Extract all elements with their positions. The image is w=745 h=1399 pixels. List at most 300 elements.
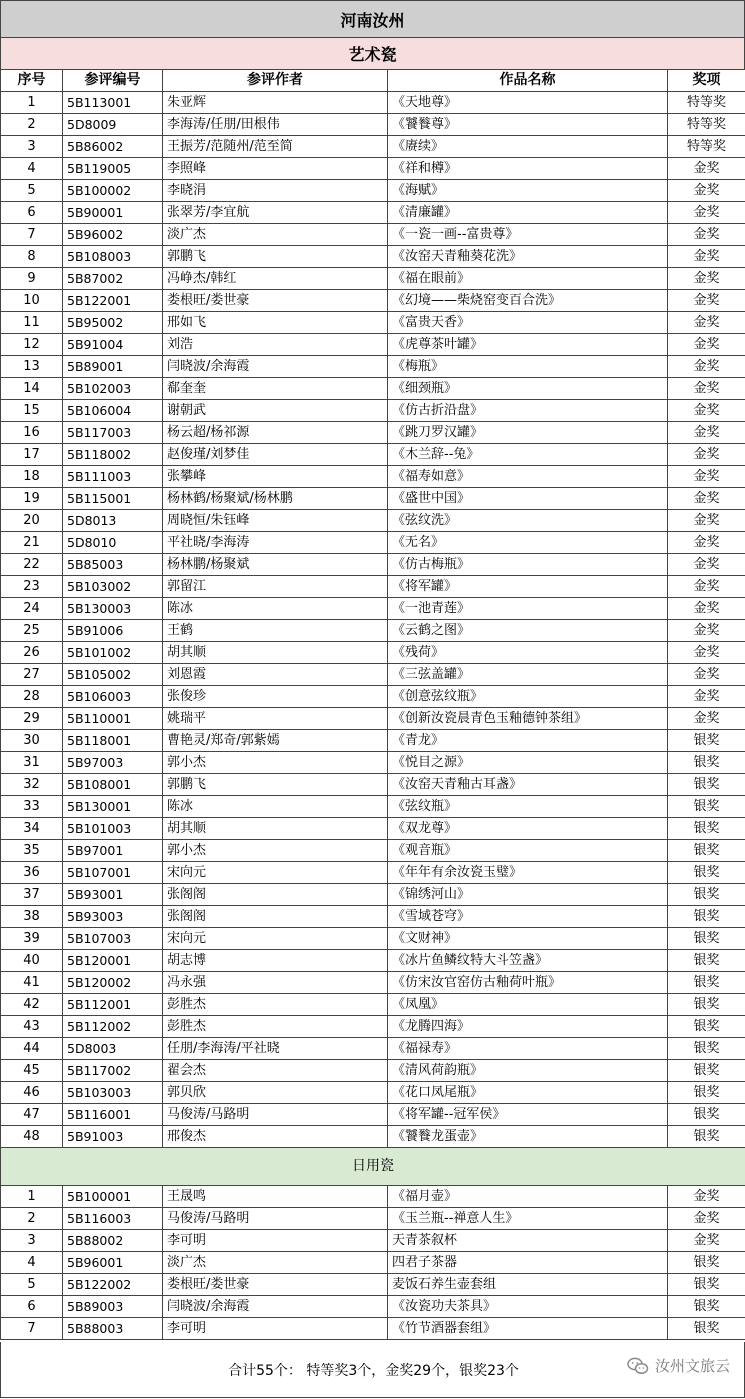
cell-index: 42 bbox=[1, 994, 63, 1016]
cell-work: 《福寿如意》 bbox=[388, 466, 668, 488]
cell-index: 11 bbox=[1, 312, 63, 334]
cell-award: 金奖 bbox=[668, 334, 745, 356]
table-row bbox=[1, 180, 745, 202]
cell-code: 5B91006 bbox=[63, 620, 163, 642]
wechat-icon bbox=[627, 1357, 649, 1375]
table-row bbox=[1, 268, 745, 290]
cell-index: 10 bbox=[1, 290, 63, 312]
cell-award: 银奖 bbox=[668, 1082, 745, 1104]
table-row bbox=[1, 950, 745, 972]
cell-work: 《文财神》 bbox=[388, 928, 668, 950]
cell-index: 32 bbox=[1, 774, 63, 796]
cell-index: 17 bbox=[1, 444, 63, 466]
header-index: 序号 bbox=[1, 70, 63, 92]
table-row bbox=[1, 598, 745, 620]
cell-award: 金奖 bbox=[668, 356, 745, 378]
cell-award: 银奖 bbox=[668, 730, 745, 752]
table-row bbox=[1, 378, 745, 400]
cell-award: 金奖 bbox=[668, 510, 745, 532]
cell-author: 李晓涓 bbox=[163, 180, 388, 202]
cell-work: 《清廉罐》 bbox=[388, 202, 668, 224]
cell-award: 银奖 bbox=[668, 972, 745, 994]
cell-index: 9 bbox=[1, 268, 63, 290]
cell-code: 5B97001 bbox=[63, 840, 163, 862]
cell-code: 5B91003 bbox=[63, 1126, 163, 1148]
cell-work: 《仿古折沿盘》 bbox=[388, 400, 668, 422]
table-row bbox=[1, 752, 745, 774]
table-row bbox=[1, 356, 745, 378]
cell-author: 李可明 bbox=[163, 1318, 388, 1340]
art-rows bbox=[1, 92, 745, 1148]
cell-index: 3 bbox=[1, 1230, 63, 1252]
table-row bbox=[1, 1016, 745, 1038]
cell-award: 银奖 bbox=[668, 1252, 745, 1274]
cell-index: 39 bbox=[1, 928, 63, 950]
cell-index: 1 bbox=[1, 92, 63, 114]
cell-code: 5B105002 bbox=[63, 664, 163, 686]
table-row bbox=[1, 92, 745, 114]
table-row bbox=[1, 1060, 745, 1082]
cell-author: 胡志博 bbox=[163, 950, 388, 972]
cell-award: 银奖 bbox=[668, 1016, 745, 1038]
table-row bbox=[1, 862, 745, 884]
cell-index: 14 bbox=[1, 378, 63, 400]
cell-author: 淡广杰 bbox=[163, 224, 388, 246]
cell-author: 刘浩 bbox=[163, 334, 388, 356]
cell-award: 金奖 bbox=[668, 1230, 745, 1252]
cell-author: 王鹤 bbox=[163, 620, 388, 642]
table-row bbox=[1, 1230, 745, 1252]
cell-index: 43 bbox=[1, 1016, 63, 1038]
cell-code: 5D8003 bbox=[63, 1038, 163, 1060]
header-work: 作品名称 bbox=[388, 70, 668, 92]
cell-work: 《一瓷一画--富贵尊》 bbox=[388, 224, 668, 246]
cell-index: 22 bbox=[1, 554, 63, 576]
cell-index: 35 bbox=[1, 840, 63, 862]
cell-author: 郭小杰 bbox=[163, 840, 388, 862]
cell-award: 金奖 bbox=[668, 312, 745, 334]
cell-author: 郭留江 bbox=[163, 576, 388, 598]
cell-author: 邢如飞 bbox=[163, 312, 388, 334]
cell-author: 杨林鹏/杨聚斌 bbox=[163, 554, 388, 576]
table-row bbox=[1, 444, 745, 466]
cell-code: 5B117003 bbox=[63, 422, 163, 444]
cell-award: 银奖 bbox=[668, 752, 745, 774]
cell-award: 金奖 bbox=[668, 422, 745, 444]
category-title-art: 艺术瓷 bbox=[0, 37, 745, 69]
cell-author: 郭鹏飞 bbox=[163, 774, 388, 796]
cell-work: 《无名》 bbox=[388, 532, 668, 554]
cell-code: 5B116003 bbox=[63, 1208, 163, 1230]
cell-code: 5B87002 bbox=[63, 268, 163, 290]
cell-code: 5B93003 bbox=[63, 906, 163, 928]
cell-author: 王晟鸣 bbox=[163, 1186, 388, 1208]
cell-index: 34 bbox=[1, 818, 63, 840]
cell-work: 《清风荷韵瓶》 bbox=[388, 1060, 668, 1082]
footer bbox=[0, 1342, 745, 1398]
table-row bbox=[1, 576, 745, 598]
cell-author: 娄根旺/娄世豪 bbox=[163, 290, 388, 312]
cell-work: 《饕餮尊》 bbox=[388, 114, 668, 136]
cell-index: 4 bbox=[1, 158, 63, 180]
table-row bbox=[1, 818, 745, 840]
cell-code: 5B101003 bbox=[63, 818, 163, 840]
cell-award: 金奖 bbox=[668, 642, 745, 664]
table-row bbox=[1, 1038, 745, 1060]
cell-index: 47 bbox=[1, 1104, 63, 1126]
cell-code: 5B101002 bbox=[63, 642, 163, 664]
table-row bbox=[1, 224, 745, 246]
cell-author: 张阁阁 bbox=[163, 906, 388, 928]
cell-index: 2 bbox=[1, 114, 63, 136]
cell-work: 《幻境——柴烧窑变百合洗》 bbox=[388, 290, 668, 312]
cell-author: 彭胜杰 bbox=[163, 994, 388, 1016]
cell-code: 5B93001 bbox=[63, 884, 163, 906]
table-row bbox=[1, 1274, 745, 1296]
header-row bbox=[1, 70, 745, 92]
table-row bbox=[1, 972, 745, 994]
cell-code: 5B88003 bbox=[63, 1318, 163, 1340]
cell-index: 6 bbox=[1, 202, 63, 224]
cell-index: 19 bbox=[1, 488, 63, 510]
region-title: 河南汝州 bbox=[0, 0, 745, 37]
cell-work: 《雪域苍穹》 bbox=[388, 906, 668, 928]
cell-code: 5B96002 bbox=[63, 224, 163, 246]
table-row bbox=[1, 994, 745, 1016]
cell-index: 27 bbox=[1, 664, 63, 686]
cell-author: 朱亚辉 bbox=[163, 92, 388, 114]
cell-award: 金奖 bbox=[668, 1208, 745, 1230]
cell-author: 郗奎奎 bbox=[163, 378, 388, 400]
cell-award: 金奖 bbox=[668, 554, 745, 576]
cell-code: 5B96001 bbox=[63, 1252, 163, 1274]
table-row bbox=[1, 642, 745, 664]
cell-author: 王振芳/范随州/范至简 bbox=[163, 136, 388, 158]
cell-code: 5B120001 bbox=[63, 950, 163, 972]
cell-author: 郭贝欣 bbox=[163, 1082, 388, 1104]
cell-index: 5 bbox=[1, 1274, 63, 1296]
header-author: 参评作者 bbox=[163, 70, 388, 92]
cell-work: 《细颈瓶》 bbox=[388, 378, 668, 400]
cell-index: 45 bbox=[1, 1060, 63, 1082]
table-row bbox=[1, 510, 745, 532]
cell-work: 《将军罐--冠军侯》 bbox=[388, 1104, 668, 1126]
cell-work: 《三弦盖罐》 bbox=[388, 664, 668, 686]
cell-award: 银奖 bbox=[668, 994, 745, 1016]
cell-award: 金奖 bbox=[668, 224, 745, 246]
table-row bbox=[1, 1186, 745, 1208]
cell-award: 金奖 bbox=[668, 620, 745, 642]
cell-award: 金奖 bbox=[668, 268, 745, 290]
table-row bbox=[1, 334, 745, 356]
cell-award: 银奖 bbox=[668, 1318, 745, 1340]
table-row bbox=[1, 532, 745, 554]
cell-index: 1 bbox=[1, 1186, 63, 1208]
cell-index: 16 bbox=[1, 422, 63, 444]
table-row bbox=[1, 158, 745, 180]
cell-work: 《青龙》 bbox=[388, 730, 668, 752]
cell-code: 5B100002 bbox=[63, 180, 163, 202]
cell-award: 银奖 bbox=[668, 840, 745, 862]
cell-index: 18 bbox=[1, 466, 63, 488]
cell-index: 26 bbox=[1, 642, 63, 664]
cell-code: 5B116001 bbox=[63, 1104, 163, 1126]
table-row bbox=[1, 290, 745, 312]
cell-author: 马俊涛/马路明 bbox=[163, 1208, 388, 1230]
cell-work: 《赓续》 bbox=[388, 136, 668, 158]
cell-award: 金奖 bbox=[668, 202, 745, 224]
cell-work: 《锦绣河山》 bbox=[388, 884, 668, 906]
table-row bbox=[1, 114, 745, 136]
table-row bbox=[1, 488, 745, 510]
cell-author: 冯峥杰/韩红 bbox=[163, 268, 388, 290]
table-row bbox=[1, 686, 745, 708]
cell-code: 5B88002 bbox=[63, 1230, 163, 1252]
cell-work: 《将军罐》 bbox=[388, 576, 668, 598]
cell-author: 陈冰 bbox=[163, 796, 388, 818]
cell-code: 5B130001 bbox=[63, 796, 163, 818]
cell-award: 银奖 bbox=[668, 1296, 745, 1318]
cell-work: 《双龙尊》 bbox=[388, 818, 668, 840]
cell-author: 娄根旺/娄世豪 bbox=[163, 1274, 388, 1296]
table-row bbox=[1, 1318, 745, 1340]
cell-award: 金奖 bbox=[668, 664, 745, 686]
cell-code: 5B103002 bbox=[63, 576, 163, 598]
cell-index: 15 bbox=[1, 400, 63, 422]
cell-code: 5B115001 bbox=[63, 488, 163, 510]
cell-award: 金奖 bbox=[668, 598, 745, 620]
cell-award: 银奖 bbox=[668, 862, 745, 884]
table-row bbox=[1, 928, 745, 950]
cell-index: 41 bbox=[1, 972, 63, 994]
cell-index: 6 bbox=[1, 1296, 63, 1318]
cell-code: 5B118002 bbox=[63, 444, 163, 466]
cell-work: 《仿宋汝官窑仿古釉荷叶瓶》 bbox=[388, 972, 668, 994]
total-summary: 合计55个： 特等奖3个，金奖29个，银奖23个 bbox=[228, 1363, 519, 1379]
table-row bbox=[1, 136, 745, 158]
cell-award: 特等奖 bbox=[668, 136, 745, 158]
header-code: 参评编号 bbox=[63, 70, 163, 92]
cell-work: 《福月壶》 bbox=[388, 1186, 668, 1208]
cell-work: 《福禄寿》 bbox=[388, 1038, 668, 1060]
cell-award: 金奖 bbox=[668, 378, 745, 400]
cell-code: 5B106004 bbox=[63, 400, 163, 422]
cell-award: 金奖 bbox=[668, 246, 745, 268]
table-row bbox=[1, 466, 745, 488]
table-row bbox=[1, 422, 745, 444]
cell-award: 金奖 bbox=[668, 708, 745, 730]
cell-author: 曹艳灵/郑奇/郭紫嫣 bbox=[163, 730, 388, 752]
cell-work: 《云鹤之图》 bbox=[388, 620, 668, 642]
cell-code: 5B112001 bbox=[63, 994, 163, 1016]
table-row bbox=[1, 400, 745, 422]
cell-index: 21 bbox=[1, 532, 63, 554]
cell-author: 邢俊杰 bbox=[163, 1126, 388, 1148]
cell-award: 银奖 bbox=[668, 774, 745, 796]
cell-award: 金奖 bbox=[668, 532, 745, 554]
cell-author: 李照峰 bbox=[163, 158, 388, 180]
cell-work: 天青茶叙杯 bbox=[388, 1230, 668, 1252]
cell-author: 闫晓波/余海霞 bbox=[163, 1296, 388, 1318]
cell-author: 刘恩霞 bbox=[163, 664, 388, 686]
cell-award: 金奖 bbox=[668, 400, 745, 422]
cell-code: 5B112002 bbox=[63, 1016, 163, 1038]
cell-award: 金奖 bbox=[668, 466, 745, 488]
cell-work: 《弦纹洗》 bbox=[388, 510, 668, 532]
cell-work: 《跳刀罗汉罐》 bbox=[388, 422, 668, 444]
cell-award: 银奖 bbox=[668, 928, 745, 950]
cell-work: 《天地尊》 bbox=[388, 92, 668, 114]
table-row bbox=[1, 1208, 745, 1230]
cell-award: 特等奖 bbox=[668, 92, 745, 114]
cell-author: 冯永强 bbox=[163, 972, 388, 994]
cell-award: 银奖 bbox=[668, 1274, 745, 1296]
cell-work: 《玉兰瓶--禅意人生》 bbox=[388, 1208, 668, 1230]
category-row-daily bbox=[1, 1148, 745, 1186]
category-title-daily: 日用瓷 bbox=[1, 1148, 745, 1186]
cell-index: 40 bbox=[1, 950, 63, 972]
table-row bbox=[1, 620, 745, 642]
cell-work: 《创新汝瓷晨青色玉釉德钟茶组》 bbox=[388, 708, 668, 730]
cell-code: 5B100001 bbox=[63, 1186, 163, 1208]
cell-index: 5 bbox=[1, 180, 63, 202]
cell-author: 郭鹏飞 bbox=[163, 246, 388, 268]
cell-author: 宋向元 bbox=[163, 862, 388, 884]
cell-index: 8 bbox=[1, 246, 63, 268]
table-row bbox=[1, 202, 745, 224]
cell-code: 5B90001 bbox=[63, 202, 163, 224]
cell-award: 银奖 bbox=[668, 796, 745, 818]
cell-author: 平社晓/李海涛 bbox=[163, 532, 388, 554]
cell-award: 银奖 bbox=[668, 950, 745, 972]
cell-award: 特等奖 bbox=[668, 114, 745, 136]
cell-author: 郭小杰 bbox=[163, 752, 388, 774]
award-table bbox=[0, 69, 745, 1340]
cell-index: 30 bbox=[1, 730, 63, 752]
cell-author: 周晓恒/朱钰峰 bbox=[163, 510, 388, 532]
cell-award: 金奖 bbox=[668, 158, 745, 180]
cell-work: 《弦纹瓶》 bbox=[388, 796, 668, 818]
cell-work: 《富贵天香》 bbox=[388, 312, 668, 334]
cell-index: 20 bbox=[1, 510, 63, 532]
table-row bbox=[1, 664, 745, 686]
cell-author: 翟会杰 bbox=[163, 1060, 388, 1082]
cell-index: 29 bbox=[1, 708, 63, 730]
daily-section bbox=[1, 1148, 745, 1186]
cell-award: 银奖 bbox=[668, 1060, 745, 1082]
cell-index: 4 bbox=[1, 1252, 63, 1274]
cell-code: 5D8010 bbox=[63, 532, 163, 554]
cell-award: 金奖 bbox=[668, 290, 745, 312]
cell-work: 《梅瓶》 bbox=[388, 356, 668, 378]
table-row bbox=[1, 1252, 745, 1274]
cell-code: 5B89001 bbox=[63, 356, 163, 378]
cell-work: 《木兰辞--兔》 bbox=[388, 444, 668, 466]
cell-index: 25 bbox=[1, 620, 63, 642]
table-row bbox=[1, 730, 745, 752]
cell-code: 5B113001 bbox=[63, 92, 163, 114]
cell-award: 银奖 bbox=[668, 906, 745, 928]
cell-author: 张俊珍 bbox=[163, 686, 388, 708]
table-row bbox=[1, 246, 745, 268]
cell-code: 5B108001 bbox=[63, 774, 163, 796]
cell-code: 5B95002 bbox=[63, 312, 163, 334]
cell-work: 四君子茶器 bbox=[388, 1252, 668, 1274]
cell-author: 李海涛/任朋/田根伟 bbox=[163, 114, 388, 136]
cell-author: 闫晓波/余海霞 bbox=[163, 356, 388, 378]
cell-code: 5B102003 bbox=[63, 378, 163, 400]
cell-award: 银奖 bbox=[668, 1104, 745, 1126]
cell-work: 《凤凰》 bbox=[388, 994, 668, 1016]
cell-index: 48 bbox=[1, 1126, 63, 1148]
cell-author: 杨云超/杨祁源 bbox=[163, 422, 388, 444]
table-row bbox=[1, 312, 745, 334]
cell-work: 《一池青莲》 bbox=[388, 598, 668, 620]
table-row bbox=[1, 906, 745, 928]
cell-award: 金奖 bbox=[668, 1186, 745, 1208]
cell-work: 《观音瓶》 bbox=[388, 840, 668, 862]
table-row bbox=[1, 840, 745, 862]
cell-author: 胡其顺 bbox=[163, 818, 388, 840]
cell-work: 《创意弦纹瓶》 bbox=[388, 686, 668, 708]
cell-code: 5B107003 bbox=[63, 928, 163, 950]
cell-index: 37 bbox=[1, 884, 63, 906]
cell-code: 5B107001 bbox=[63, 862, 163, 884]
cell-author: 任朋/李海涛/平社晓 bbox=[163, 1038, 388, 1060]
cell-index: 44 bbox=[1, 1038, 63, 1060]
cell-work: 《盛世中国》 bbox=[388, 488, 668, 510]
cell-code: 5B120002 bbox=[63, 972, 163, 994]
cell-code: 5B119005 bbox=[63, 158, 163, 180]
cell-index: 13 bbox=[1, 356, 63, 378]
cell-index: 7 bbox=[1, 224, 63, 246]
cell-code: 5B97003 bbox=[63, 752, 163, 774]
cell-code: 5B117002 bbox=[63, 1060, 163, 1082]
cell-author: 陈冰 bbox=[163, 598, 388, 620]
cell-code: 5B118001 bbox=[63, 730, 163, 752]
cell-index: 12 bbox=[1, 334, 63, 356]
cell-work: 《汝窑天青釉葵花洗》 bbox=[388, 246, 668, 268]
cell-code: 5D8009 bbox=[63, 114, 163, 136]
cell-code: 5B111003 bbox=[63, 466, 163, 488]
brand-watermark bbox=[627, 1355, 730, 1376]
cell-index: 33 bbox=[1, 796, 63, 818]
cell-work: 《汝瓷功夫茶具》 bbox=[388, 1296, 668, 1318]
cell-author: 张翠芳/李宜航 bbox=[163, 202, 388, 224]
table-row bbox=[1, 774, 745, 796]
table-row bbox=[1, 1082, 745, 1104]
table-row bbox=[1, 1296, 745, 1318]
table-row bbox=[1, 554, 745, 576]
brand-name: 汝州文旅云 bbox=[654, 1357, 730, 1375]
cell-author: 谢朝武 bbox=[163, 400, 388, 422]
cell-work: 《冰片鱼鳞纹特大斗笠盏》 bbox=[388, 950, 668, 972]
cell-index: 7 bbox=[1, 1318, 63, 1340]
cell-work: 《龙腾四海》 bbox=[388, 1016, 668, 1038]
cell-index: 31 bbox=[1, 752, 63, 774]
cell-author: 宋向元 bbox=[163, 928, 388, 950]
cell-index: 36 bbox=[1, 862, 63, 884]
cell-work: 《虎尊茶叶罐》 bbox=[388, 334, 668, 356]
daily-rows bbox=[1, 1186, 745, 1340]
cell-work: 《饕餮龙蛋壶》 bbox=[388, 1126, 668, 1148]
cell-author: 淡广杰 bbox=[163, 1252, 388, 1274]
cell-work: 《花口凤尾瓶》 bbox=[388, 1082, 668, 1104]
cell-index: 2 bbox=[1, 1208, 63, 1230]
cell-award: 金奖 bbox=[668, 576, 745, 598]
cell-award: 银奖 bbox=[668, 1126, 745, 1148]
cell-award: 金奖 bbox=[668, 180, 745, 202]
